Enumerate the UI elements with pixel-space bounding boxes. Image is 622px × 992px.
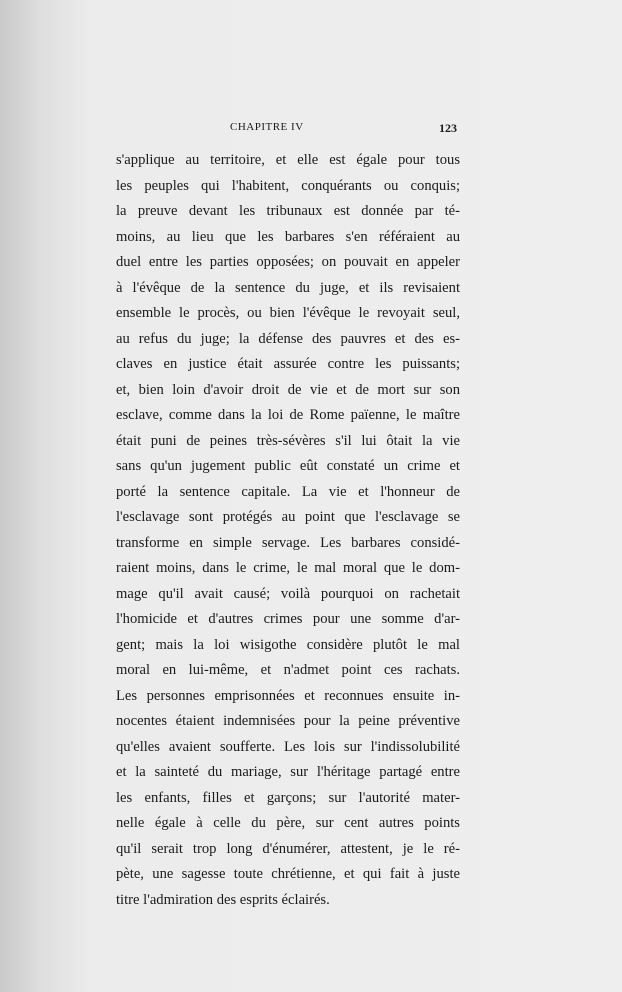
text-line: au refus du juge; la défense des pauvres et des es- — [116, 330, 460, 347]
chapter-title: CHAPITRE IV — [230, 121, 304, 133]
text-line: à l'évêque de la sentence du juge, et ils revisaient — [116, 279, 460, 296]
text-line: pète, une sagesse toute chrétienne, et qui fait à juste — [116, 866, 460, 882]
text-line: qu'elles avaient soufferte. Les lois sur l'indissolubilité — [116, 738, 460, 755]
text-line: l'homicide et d'autres crimes pour une somme d'ar- — [116, 611, 460, 627]
text-line: et, bien loin d'avoir droit de vie et de mort sur son — [116, 381, 460, 398]
text-line: gent; mais la loi wisigothe considère plutôt le mal — [116, 636, 460, 653]
text-line: claves en justice était assurée contre les puissants; — [116, 356, 460, 372]
text-line: s'applique au territoire, et elle est égale pour tous — [116, 152, 460, 168]
text-line: transforme en simple servage. Les barbares considé- — [116, 534, 460, 551]
text-line: duel entre les parties opposées; on pouvait en appeler — [116, 254, 460, 270]
text-line: les enfants, filles et garçons; sur l'autorité mater- — [116, 789, 460, 806]
text-line: sans qu'un jugement public eût constaté un crime et — [116, 458, 460, 474]
text-line: l'esclavage sont protégés au point que l'esclavage se — [116, 509, 460, 525]
text-line: moral en lui-même, et n'admet point ces rachats. — [116, 662, 460, 678]
text-line: mage qu'il avait causé; voilà pourquoi on rachetait — [116, 585, 460, 602]
text-line: nelle égale à celle du père, sur cent autres points — [116, 815, 460, 831]
text-line: la preuve devant les tribunaux est donnée par té- — [116, 203, 460, 219]
text-line: qu'il serait trop long d'énumérer, attestent, je le ré- — [116, 840, 460, 857]
running-header — [112, 121, 457, 137]
text-line: nocentes étaient indemnisées pour la peine préventive — [116, 713, 460, 729]
page-number: 123 — [439, 121, 457, 135]
text-line: était puni de peines très-sévères s'il lui ôtait la vie — [116, 432, 460, 449]
text-line-last: titre l'admiration des esprits éclairés. — [116, 891, 330, 908]
text-line: moins, au lieu que les barbares s'en référaient au — [116, 228, 460, 245]
text-line: les peuples qui l'habitent, conquérants ou conquis; — [116, 177, 460, 194]
text-line: raient moins, dans le crime, le mal moral que le dom- — [116, 560, 460, 576]
text-line: porté la sentence capitale. La vie et l'honneur de — [116, 483, 460, 500]
text-line: et la sainteté du mariage, sur l'héritage partagé entre — [116, 764, 460, 780]
text-line: ensemble le procès, ou bien l'évêque le revoyait seul, — [116, 305, 460, 321]
text-line: esclave, comme dans la loi de Rome païenne, le maître — [116, 407, 460, 423]
body-text — [116, 148, 460, 913]
text-line: Les personnes emprisonnées et reconnues ensuite in- — [116, 687, 460, 704]
